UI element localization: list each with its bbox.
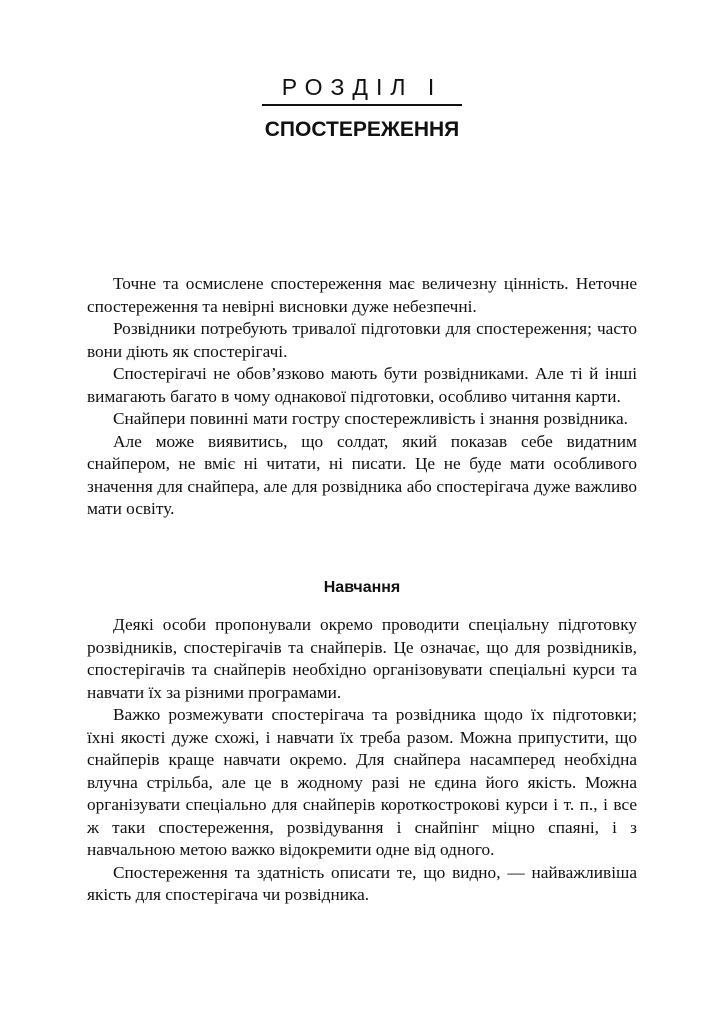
paragraph: Снайпери повинні мати гостру спостережливість і знання розвідника. [113,409,628,428]
paragraph: Деякі особи пропонували окремо проводити спеціальну підготовку розвідників, спостерігачів та снайперів. Це означає, що для розвідників, спостерігачів та снайперів необхідно організовувати спеціальні курси та навчати їх за різними програмами. [87,615,637,702]
paragraph: Розвідники потребують тривалої підготовки для спостереження; часто вони діють як спостерігачі. [87,319,637,361]
intro-text [87,273,637,521]
paragraph: Точне та осмислене спостереження має величезну цінність. Неточне спостереження та невірні висновки дуже небезпечні. [87,274,637,316]
section-heading: Навчання [323,579,401,596]
paragraph: Але може виявитись, що солдат, який показав себе видатним снайпером, не вміє ні читати, ні писати. Це не буде мати особливого значення для снайпера, але для розвідника або спостерігача дуже важливо мати освіту. [87,431,637,518]
paragraph: Важко розмежувати спостерігача та розвідника щодо їх підготовки; їхні якості дуже схожі, і навчати їх треба разом. Можна припустити, що снайперів краще навчати окремо. Для снайпера насамперед необхідна влучна стрільба, але це в жодному разі не єдина його якість. Можна організувати спеціально для снайперів короткострокові курси і т. п., і все ж таки спостереження, розвідування і снайпінг міцно спаяні, і з навчальною метою важко відокремити одне від одного. [87,705,637,859]
chapter-title: СПОСТЕРЕЖЕННЯ [264,118,460,141]
chapter-label: РОЗДІЛ І [281,74,443,100]
paragraph: Спостереження та здатність описати те, що видно, — найважливіша якість для спостерігача чи розвідника. [87,862,637,904]
section-text [87,614,637,907]
paragraph: Спостерігачі не обов’язково мають бути розвідниками. Але ті й інші вимагають багато в чому однакової підготовки, особливо читання карти. [87,364,637,406]
chapter-divider [262,104,462,106]
